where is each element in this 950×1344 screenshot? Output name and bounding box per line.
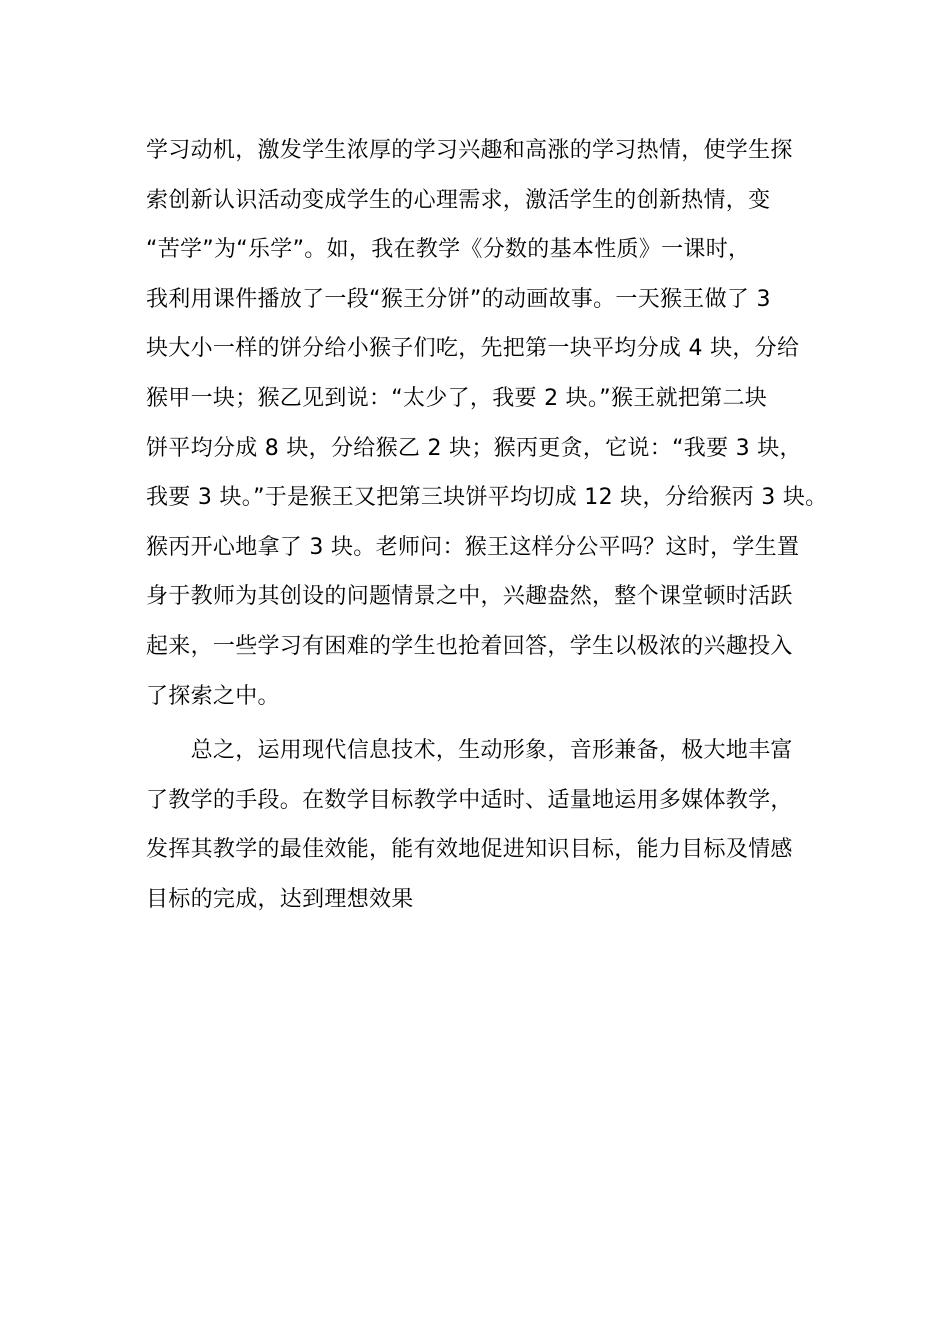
text-line: 起来，一些学习有困难的学生也抢着回答，学生以极浓的兴趣投入 bbox=[146, 633, 793, 659]
text-line: “苦学”为“乐学”。如，我在教学《分数的基本性质》一课时， bbox=[146, 237, 751, 263]
text-line: 身于教师为其创设的问题情景之中，兴趣盎然，整个课堂顿时活跃 bbox=[146, 584, 793, 610]
body-paragraph-1 bbox=[146, 126, 826, 721]
text-line: 我要 3 块。”于是猴王又把第三块饼平均切成 12 块，分给猴丙 3 块。 bbox=[146, 485, 828, 511]
text-line: 了教学的手段。在数学目标教学中适时、适量地运用多媒体教学， bbox=[146, 787, 793, 813]
body-paragraph-2 bbox=[146, 726, 826, 924]
text-line: 目标的完成，达到理想效果 bbox=[146, 886, 414, 912]
text-line: 猴丙开心地拿了 3 块。老师问：猴王这样分公平吗？这时，学生置 bbox=[146, 534, 800, 560]
text-line: 猴甲一块；猴乙见到说：“太少了，我要 2 块。”猴王就把第二块 bbox=[146, 385, 768, 411]
text-line: 总之，运用现代信息技术，生动形象，音形兼备，极大地丰富 bbox=[146, 738, 793, 763]
text-line: 饼平均分成 8 块，分给猴乙 2 块；猴丙更贪，它说：“我要 3 块， bbox=[146, 435, 802, 461]
text-line: 块大小一样的饼分给小猴子们吃，先把第一块平均分成 4 块，分给 bbox=[146, 336, 800, 362]
text-line: 发挥其教学的最佳效能，能有效地促进知识目标，能力目标及情感 bbox=[146, 837, 793, 863]
text-line: 了探索之中。 bbox=[146, 683, 280, 709]
text-line: 我利用课件播放了一段“猴王分饼”的动画故事。一天猴王做了 3 bbox=[146, 286, 771, 312]
text-line: 学习动机，激发学生浓厚的学习兴趣和高涨的学习热情，使学生探 bbox=[146, 138, 793, 163]
text-line: 索创新认识活动变成学生的心理需求，激活学生的创新热情，变 bbox=[146, 187, 771, 213]
